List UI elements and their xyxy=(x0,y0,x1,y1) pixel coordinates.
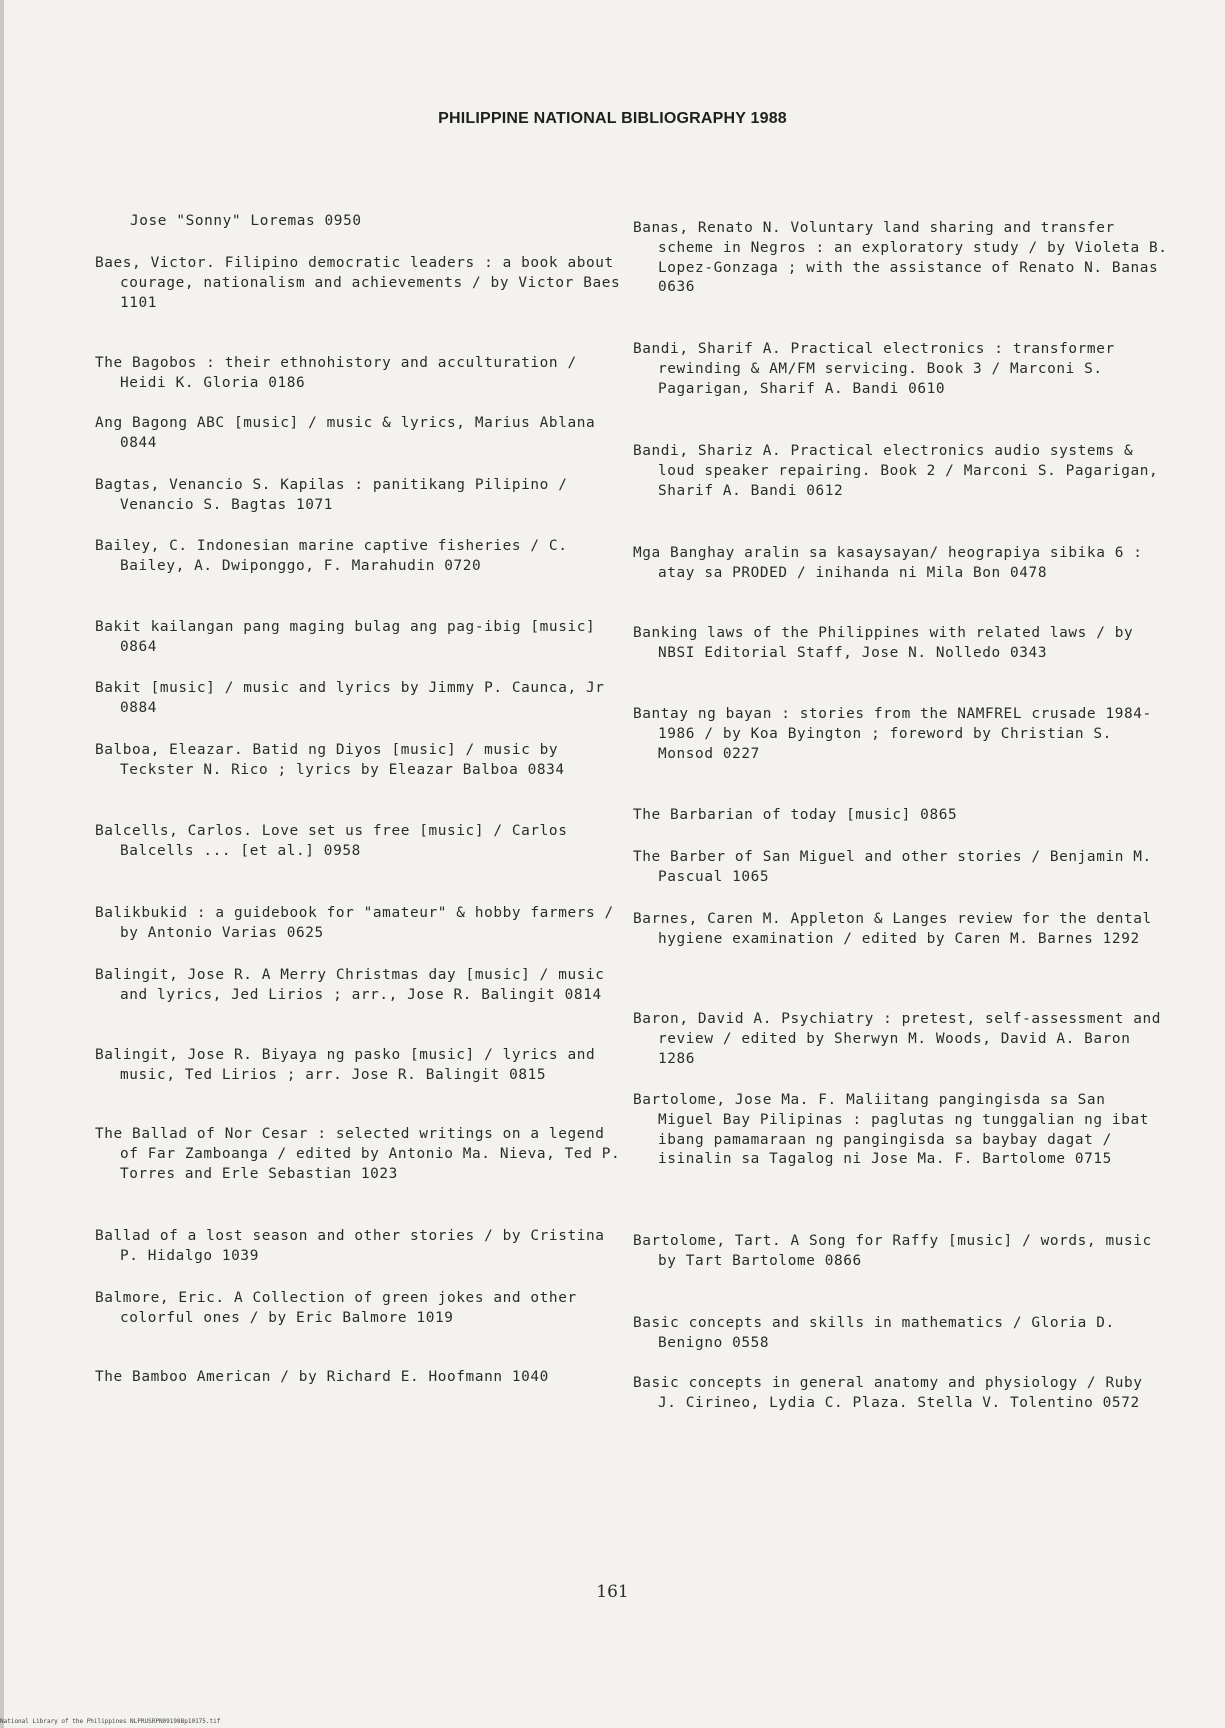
bibliography-entry: Balikbukid : a guidebook for "amateur" & hobby farmers / by Antonio Varias 0625 xyxy=(95,905,614,941)
bibliography-entry: Bartolome, Jose Ma. F. Maliitang pangingisda sa San Miguel Bay Pilipinas : paglutas ng tunggalian ng ibat ibang pamamaraan ng pangingisda sa baybay dagat / isinalin sa Tagalog ni Jose Ma. F. Bartolome 0715 xyxy=(633,1092,1149,1168)
bibliography-entry: Basic concepts in general anatomy and physiology / Ruby J. Cirineo, Lydia C. Plaza. Stella V. Tolentino 0572 xyxy=(633,1375,1143,1411)
bibliography-entry: Bakit kailangan pang maging bulag ang pag-ibig [music] 0864 xyxy=(95,619,596,655)
bibliography-entry: Bantay ng bayan : stories from the NAMFREL crusade 1984-1986 / by Koa Byington ; foreword by Christian S. Monsod 0227 xyxy=(633,706,1152,762)
bibliography-entry: The Barber of San Miguel and other stories / Benjamin M. Pascual 1065 xyxy=(633,849,1152,885)
page-edge xyxy=(0,0,4,1728)
bibliography-entry: The Barbarian of today [music] 0865 xyxy=(633,807,958,823)
bibliography-entry: The Bamboo American / by Richard E. Hoofmann 1040 xyxy=(95,1369,549,1385)
bibliography-entry: Balingit, Jose R. A Merry Christmas day [music] / music and lyrics, Jed Lirios ; arr., Jose R. Balingit 0814 xyxy=(95,967,605,1003)
bibliography-entry: Bakit [music] / music and lyrics by Jimmy P. Caunca, Jr 0884 xyxy=(95,680,605,716)
page-number: 161 xyxy=(596,1582,629,1602)
bibliography-entry: Balingit, Jose R. Biyaya ng pasko [music] / lyrics and music, Ted Lirios ; arr. Jose R. Balingit 0815 xyxy=(95,1047,596,1083)
bibliography-entry: Bagtas, Venancio S. Kapilas : panitikang Pilipino / Venancio S. Bagtas 1071 xyxy=(95,477,568,513)
bibliography-entry: Baes, Victor. Filipino democratic leaders : a book about courage, nationalism and achievements / by Victor Baes 1101 xyxy=(95,255,621,311)
bibliography-entry: Bandi, Shariz A. Practical electronics audio systems & loud speaker repairing. Book 2 / Marconi S. Pagarigan, Sharif A. Bandi 0612 xyxy=(633,443,1159,499)
bibliography-entry: Jose "Sonny" Loremas 0950 xyxy=(130,213,362,229)
bibliography-entry: Barnes, Caren M. Appleton & Langes review for the dental hygiene examination / edited by Caren M. Barnes 1292 xyxy=(633,911,1152,947)
bibliography-entry: Balcells, Carlos. Love set us free [music] / Carlos Balcells ... [et al.] 0958 xyxy=(95,823,568,859)
page-title: PHILIPPINE NATIONAL BIBLIOGRAPHY 1988 xyxy=(438,110,787,127)
bibliography-entry: Ang Bagong ABC [music] / music & lyrics, Marius Ablana 0844 xyxy=(95,415,596,451)
bibliography-entry: Banking laws of the Philippines with related laws / by NBSI Editorial Staff, Jose N. Nolledo 0343 xyxy=(633,625,1134,661)
bibliography-entry: Balboa, Eleazar. Batid ng Diyos [music] / music by Teckster N. Rico ; lyrics by Eleazar Balboa 0834 xyxy=(95,742,565,778)
bibliography-entry: The Ballad of Nor Cesar : selected writings on a legend of Far Zamboanga / edited by Antonio Ma. Nieva, Ted P. Torres and Erle Sebastian 1023 xyxy=(95,1126,621,1182)
bibliography-entry: Basic concepts and skills in mathematics / Gloria D. Benigno 0558 xyxy=(633,1315,1115,1351)
bibliography-entry: Bandi, Sharif A. Practical electronics : transformer rewinding & AM/FM servicing. Book 3 / Marconi S. Pagarigan, Sharif A. Bandi 0610 xyxy=(633,341,1115,397)
scan-footer: National Library of the Philippines NLPRUSRPN09198Bp10175.tif xyxy=(0,1718,221,1725)
bibliography-entry: Banas, Renato N. Voluntary land sharing and transfer scheme in Negros : an exploratory study / by Violeta B. Lopez-Gonzaga ; with the assistance of Renato N. Banas 0636 xyxy=(633,220,1168,296)
bibliography-entry: The Bagobos : their ethnohistory and acculturation / Heidi K. Gloria 0186 xyxy=(95,355,577,391)
bibliography-entry: Balmore, Eric. A Collection of green jokes and other colorful ones / by Eric Balmore 1019 xyxy=(95,1290,577,1326)
bibliography-entry: Baron, David A. Psychiatry : pretest, self-assessment and review / edited by Sherwyn M. Woods, David A. Baron 1286 xyxy=(633,1011,1162,1067)
bibliography-entry: Bartolome, Tart. A Song for Raffy [music] / words, music by Tart Bartolome 0866 xyxy=(633,1233,1152,1269)
bibliography-entry: Mga Banghay aralin sa kasaysayan/ heograpiya sibika 6 : atay sa PRODED / inihanda ni Mila Bon 0478 xyxy=(633,545,1143,581)
bibliography-entry: Ballad of a lost season and other stories / by Cristina P. Hidalgo 1039 xyxy=(95,1228,605,1264)
bibliography-entry: Bailey, C. Indonesian marine captive fisheries / C. Bailey, A. Dwiponggo, F. Marahudin 0720 xyxy=(95,538,568,574)
